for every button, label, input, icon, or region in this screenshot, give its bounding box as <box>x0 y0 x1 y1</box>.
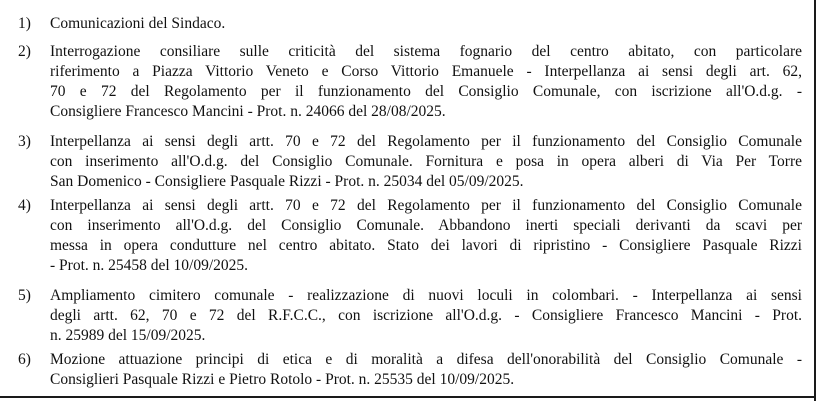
agenda-item-text <box>50 42 802 122</box>
agenda-item-number: 2) <box>18 43 31 60</box>
agenda-item-line: riferimento a Piazza Vittorio Veneto e Corso Vittorio Emanuele - Interpellanza ai sensi degli art. 62, <box>50 63 802 80</box>
agenda-item-text <box>50 196 802 276</box>
agenda-item-line: Mozione attuazione principi di etica e di moralità a difesa dell'onorabilità del Consiglio Comunale - <box>50 351 802 368</box>
agenda-item-line: Consiglieri Pasquale Rizzi e Pietro Rotolo - Prot. n. 25535 del 10/09/2025. <box>50 371 515 388</box>
agenda-item-number: 3) <box>18 133 31 150</box>
agenda-item-line: n. 25989 del 15/09/2025. <box>50 327 206 344</box>
agenda-item-line: Interrogazione consiliare sulle criticità del sistema fognario del centro abitato, con particolare <box>50 43 802 60</box>
page-border-right <box>814 0 816 401</box>
agenda-item-number: 1) <box>18 15 31 32</box>
agenda-item-line: degli artt. 62, 70 e 72 del R.F.C.C., con iscrizione all'O.d.g. - Consigliere Francesco Mancini - Prot. <box>50 307 802 324</box>
agenda-item-text <box>50 132 802 192</box>
agenda-item-line: - Prot. n. 25458 del 10/09/2025. <box>50 257 249 274</box>
agenda-item-line: con inserimento all'O.d.g. del Consiglio Comunale. Fornitura e posa in opera alberi di Via Per Torre <box>50 153 802 170</box>
agenda-item-number: 5) <box>18 287 31 304</box>
agenda-item-number: 4) <box>18 197 31 214</box>
agenda-item-text <box>50 350 802 390</box>
agenda-item-line: Ampliamento cimitero comunale - realizzazione di nuovi loculi in colombari. - Interpellanza ai sensi <box>50 287 802 304</box>
agenda-item-line: messa in opera condutture nel centro abitato. Stato dei lavori di ripristino - Consigliere Pasquale Rizzi <box>50 237 802 254</box>
agenda-item-line: Interpellanza ai sensi degli artt. 70 e 72 del Regolamento per il funzionamento del Consiglio Comunale <box>50 133 802 150</box>
agenda-item-line: Consigliere Francesco Mancini - Prot. n. 24066 del 28/08/2025. <box>50 103 446 120</box>
agenda-item-line: Interpellanza ai sensi degli artt. 70 e 72 del Regolamento per il funzionamento del Consiglio Comunale <box>50 197 802 214</box>
agenda-item-line: Comunicazioni del Sindaco. <box>50 15 226 32</box>
agenda-item-line: 70 e 72 del Regolamento per il funzionamento del Consiglio Comunale, con iscrizione all'O.d.g. - <box>50 83 802 100</box>
agenda-item-text <box>50 286 802 346</box>
agenda-item-line: San Domenico - Consigliere Pasquale Rizzi - Prot. n. 25034 del 05/09/2025. <box>50 173 524 190</box>
agenda-item-number: 6) <box>18 351 31 368</box>
agenda-item-text <box>50 14 802 34</box>
page-border-bottom <box>0 396 816 398</box>
agenda-item-line: con inserimento all'O.d.g. del Consiglio Comunale. Abbandono inerti speciali derivanti da scavi per <box>50 217 802 234</box>
